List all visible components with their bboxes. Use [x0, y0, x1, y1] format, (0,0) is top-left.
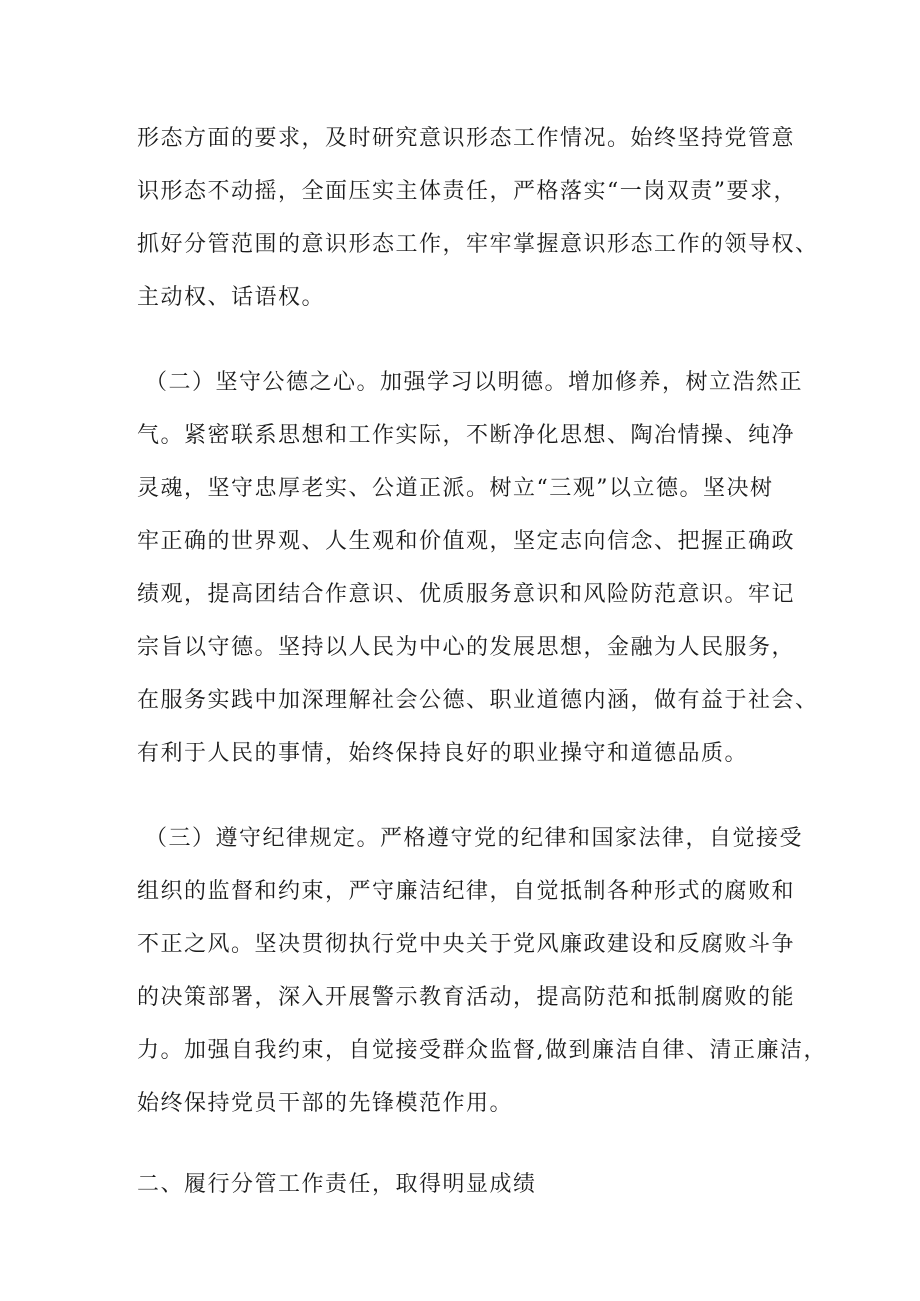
- text-line: （三）遵守纪律规定。严格遵守党的纪律和国家法律，自觉接受: [145, 826, 804, 851]
- text-line: 宗旨以守德。坚持以人民为中心的发展思想，金融为人民服务，: [137, 635, 796, 660]
- text-line: 在服务实践中加深理解社会公德、职业道德内涵，做有益于社会、: [137, 688, 819, 713]
- text-line: 力。加强自我约束，自觉接受群众监督,做到廉洁自律、清正廉洁，: [137, 1038, 827, 1063]
- text-line: 灵魂，坚守忠厚老实、公道正派。树立“三观”以立德。坚决树: [137, 476, 774, 501]
- text-line: 形态方面的要求，及时研究意识形态工作情况。始终坚持党管意: [137, 126, 796, 151]
- text-line: 识形态不动摇，全面压实主体责任，严格落实“一岗双责”要求，: [137, 179, 797, 204]
- text-line: 的决策部署，深入开展警示教育活动，提高防范和抵制腐败的能: [137, 985, 796, 1010]
- text-line: 气。紧密联系思想和工作实际，不断净化思想、陶冶情操、纯净: [137, 423, 796, 448]
- text-line: 不正之风。坚决贯彻执行党中央关于党风廉政建设和反腐败斗争: [137, 932, 796, 957]
- text-line: 始终保持党员干部的先锋模范作用。: [137, 1091, 514, 1116]
- text-line: （二）坚守公德之心。加强学习以明德。增加修养，树立浩然正: [145, 370, 804, 395]
- text-line: 牢正确的世界观、人生观和价值观，坚定志向信念、把握正确政: [137, 529, 796, 554]
- text-line: 有利于人民的事情，始终保持良好的职业操守和道德品质。: [137, 741, 749, 766]
- text-line: 组织的监督和约束，严守廉洁纪律，自觉抵制各种形式的腐败和: [137, 879, 796, 904]
- text-line: 主动权、话语权。: [137, 285, 326, 310]
- text-line: 绩观，提高团结合作意识、优质服务意识和风险防范意识。牢记: [137, 582, 796, 607]
- section-heading: 二、履行分管工作责任，取得明显成绩: [137, 1172, 537, 1197]
- text-line: 抓好分管范围的意识形态工作，牢牢掌握意识形态工作的领导权、: [137, 232, 819, 257]
